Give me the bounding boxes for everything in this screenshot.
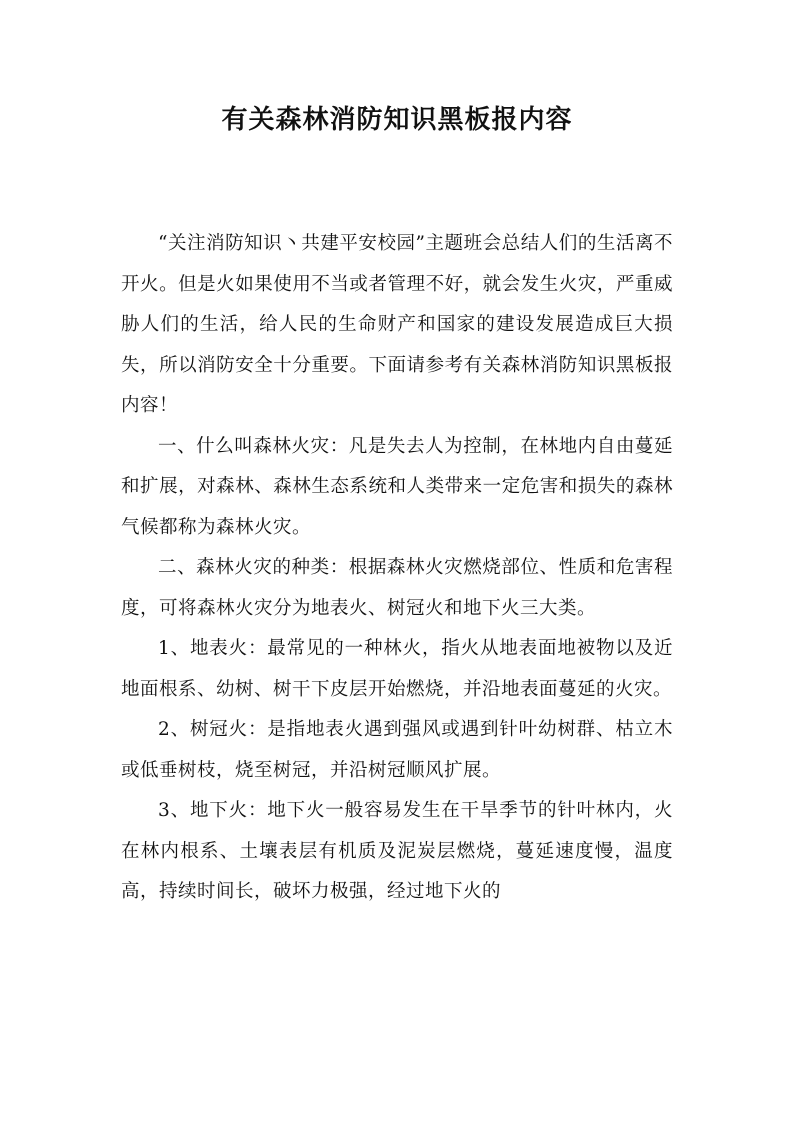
- surface-fire-paragraph: 1、地表火：最常见的一种林火，指火从地表面地被物以及近地面根系、幼树、树干下皮层开始燃烧，并沿地表面蔓延的火灾。: [121, 638, 673, 700]
- types-paragraph: 二、森林火灾的种类：根据森林火灾燃烧部位、性质和危害程度，可将森林火灾分为地表火、树冠火和地下火三大类。: [121, 557, 673, 619]
- document-title: 有关森林消防知识黑板报内容: [221, 105, 573, 135]
- ground-fire-paragraph: 3、地下火：地下火一般容易发生在干旱季节的针叶林内，火在林内根系、土壤表层有机质及泥炭层燃烧，蔓延速度慢，温度高，持续时间长，破坏力极强，经过地下火的: [121, 800, 673, 902]
- definition-paragraph: 一、什么叫森林火灾：凡是失去人为控制，在林地内自由蔓延和扩展，对森林、森林生态系统和人类带来一定危害和损失的森林气候都称为森林火灾。: [121, 435, 673, 538]
- crown-fire-paragraph: 2、树冠火：是指地表火遇到强风或遇到针叶幼树群、枯立木或低垂树枝，烧至树冠，并沿树冠顺风扩展。: [121, 719, 673, 781]
- document-body: [121, 224, 673, 913]
- intro-paragraph: “关注消防知识丶共建平安校园”主题班会总结人们的生活离不开火。但是火如果使用不当或者管理不好，就会发生火灾，严重威胁人们的生活，给人民的生命财产和国家的建设发展造成巨大损失，所以消防安全十分重要。下面请参考有关森林消防知识黑板报内容！: [121, 233, 673, 416]
